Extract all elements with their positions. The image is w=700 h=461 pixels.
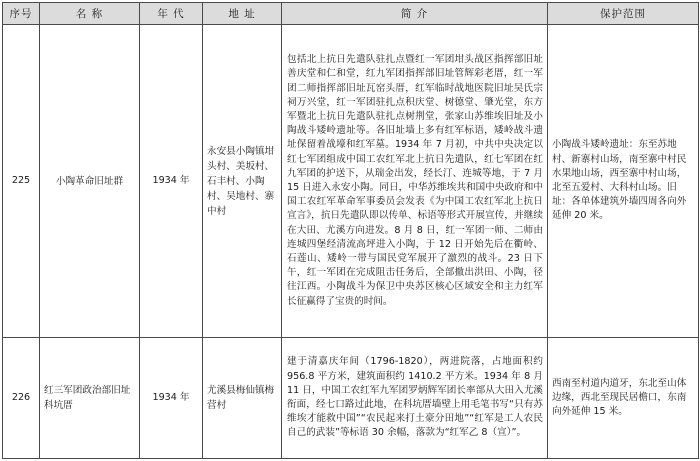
row-address: 尤溪县梅仙镇梅营村 (203, 338, 282, 459)
row-era: 1934 年 (140, 25, 203, 338)
row-seq: 226 (3, 338, 40, 459)
row-scope: 西南至村道内道牙，东北至山体边缘，西北至现民居檐口，东南向外延伸 15 米。 (548, 338, 699, 459)
heritage-sites-table (2, 2, 699, 459)
row-intro: 建于清嘉庆年间（1796-1820），两进院落，占地面积约 956.8 平方米，建筑面积约 1410.2 平方米。1934 年 8 月 11 日，中国工农红军九军团罗炳辉军团长率部从大田入尤溪衔面，经七口路过此地，在科坑厝墙壁上用毛笔书写“只有苏维埃才能救中国”“农民起来打土豪分田地”“红军是工人农民自己的武装”等标语 30 余幅，落款为“红军乙 8（宣）”。 (282, 338, 548, 459)
table-row (3, 338, 699, 459)
table-row (3, 25, 699, 338)
table-header-row (3, 3, 699, 25)
row-address: 永安县小陶镇坩头村、美坂村、石丰村、小陶村、吴地村、寨中村 (203, 25, 282, 338)
header-era: 年 代 (140, 3, 203, 25)
header-scope: 保护范围 (548, 3, 699, 25)
header-seq: 序号 (3, 3, 40, 25)
row-name: 红三军团政治部旧址科坑厝 (40, 338, 140, 459)
header-address: 地 址 (203, 3, 282, 25)
row-era: 1934 年 (140, 338, 203, 459)
header-name: 名 称 (40, 3, 140, 25)
header-intro: 简 介 (282, 3, 548, 25)
row-scope: 小陶战斗矮岭遗址：东至苏地村、新寨村山场，南至寨中村民水果地山场，西至寨中村山场，北至五爱村、大科村山场。旧址：各单体建筑外墙四周各向外延伸 20 米。 (548, 25, 699, 338)
row-intro: 包括北上抗日先遣队驻扎点暨红一军团坩头战区指挥部旧址善庆堂和仁和堂，红九军团指挥部旧址管辉彩老厝，红一军团二师指挥部旧址瓦窑头厝，红军临时战地医院旧址吴氏宗祠万兴堂，红一军团驻扎点积庆堂、树德堂、肇光堂，东方军暨北上抗日先遣队驻扎点树荆堂，张家山苏维埃旧址及小陶战斗矮岭遗址等。各旧址墙上多有红军标语，矮岭战斗遗址保留着战壕和红军墓。1934 年 7 月初，中共中央决定以红七军团组成中国工农红军北上抗日先遣队，红七军团在红九军团的护送下，从瑞金出发，经长汀、连城等地，于 7 月 15 日进入永安小陶。同日，中华苏维埃共和国中央政府和中国工农红军革命军事委员会发表《为中国工农红军北上抗日宣言》，抗日先遣队即以传单、标语等形式开展宣传，并继续在大田、尤溪方向进发。8 月 8 日，红一军团一师、二师由连城四堡经清流高坪进入小陶，于 12 日开始先后在衢岭、石莲山、矮岭一带与国民党军展开了激烈的战斗。23 日下午，红一军团在完成阻击任务后，全部撤出洪田、小陶，径往江西。小陶战斗为保卫中央苏区核心区域安全和主力红军长征赢得了宝贵的时间。 (282, 25, 548, 338)
row-name: 小陶革命旧址群 (40, 25, 140, 338)
row-seq: 225 (3, 25, 40, 338)
